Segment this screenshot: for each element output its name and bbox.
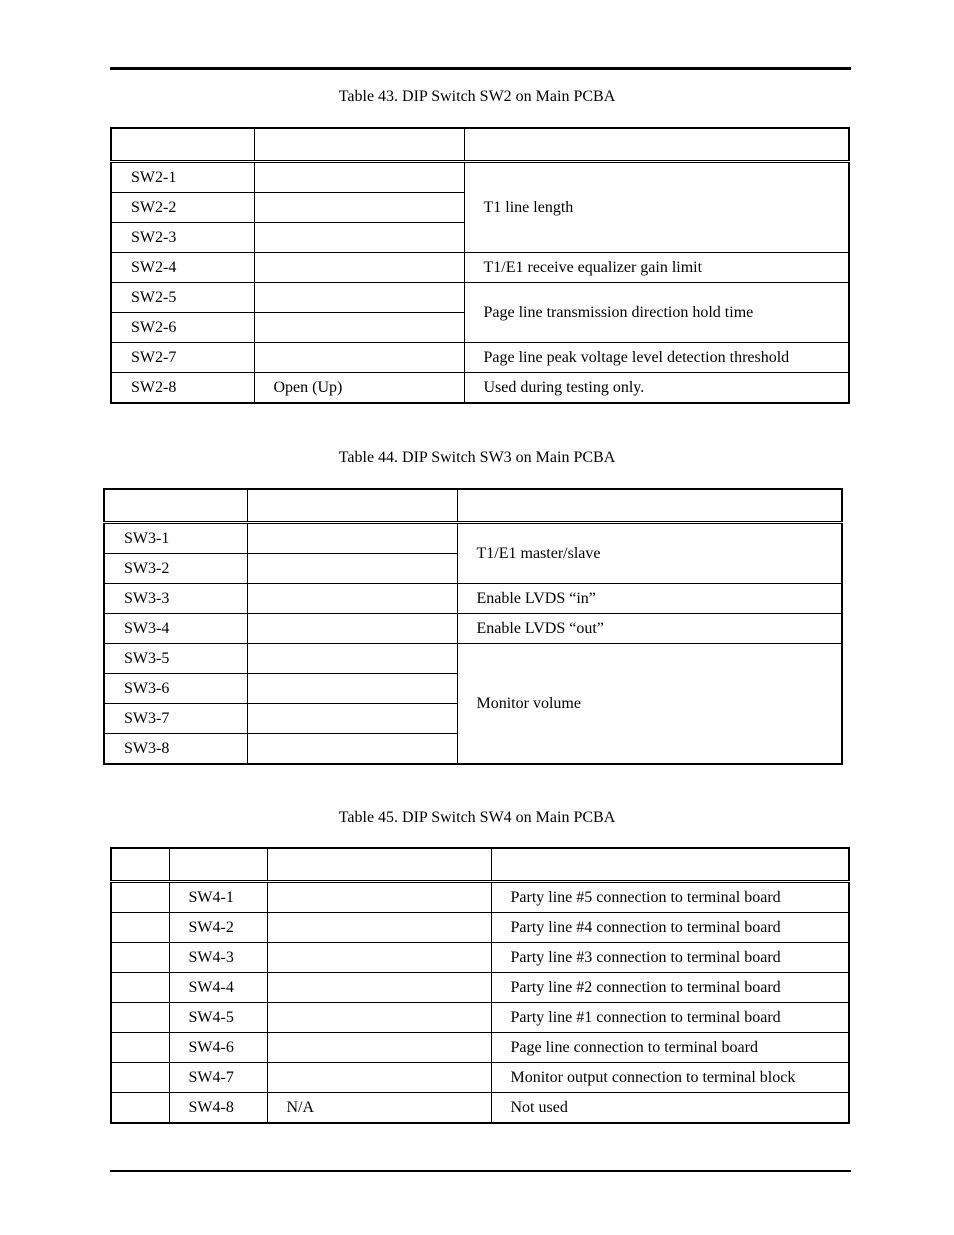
dip-switch-sw3-table bbox=[103, 488, 843, 765]
setting-cell bbox=[254, 162, 464, 193]
footer-rule bbox=[110, 1170, 851, 1172]
setting-cell bbox=[267, 1003, 491, 1033]
table-header-row bbox=[111, 848, 849, 882]
table-row bbox=[111, 913, 849, 943]
function-cell: Party line #3 connection to terminal board bbox=[491, 943, 849, 973]
table-row bbox=[111, 882, 849, 913]
setting-cell bbox=[267, 1063, 491, 1093]
function-cell: Not used bbox=[491, 1093, 849, 1124]
setting-cell: N/A bbox=[267, 1093, 491, 1124]
switch-cell: SW2-6 bbox=[111, 313, 254, 343]
switch-cell: SW3-6 bbox=[104, 674, 247, 704]
table-row bbox=[111, 253, 849, 283]
switch-cell: SW2-2 bbox=[111, 193, 254, 223]
table-row bbox=[111, 162, 849, 193]
setting-cell bbox=[267, 1033, 491, 1063]
function-cell: Page line peak voltage level detection threshold bbox=[464, 343, 849, 373]
setting-cell bbox=[267, 882, 491, 913]
function-cell: T1/E1 receive equalizer gain limit bbox=[464, 253, 849, 283]
table-row bbox=[111, 373, 849, 404]
switch-cell: SW3-4 bbox=[104, 614, 247, 644]
setting-cell bbox=[254, 193, 464, 223]
function-cell: Used during testing only. bbox=[464, 373, 849, 404]
setting-cell bbox=[247, 523, 457, 554]
function-cell: Page line transmission direction hold time bbox=[464, 283, 849, 343]
switch-cell: SW3-2 bbox=[104, 554, 247, 584]
setting-cell bbox=[247, 674, 457, 704]
switch-cell: SW3-1 bbox=[104, 523, 247, 554]
function-cell: T1/E1 master/slave bbox=[457, 523, 842, 584]
dip-switch-sw2-table bbox=[110, 127, 850, 404]
setting-cell bbox=[254, 343, 464, 373]
setting-cell bbox=[247, 614, 457, 644]
function-cell: Enable LVDS “out” bbox=[457, 614, 842, 644]
switch-cell: SW3-5 bbox=[104, 644, 247, 674]
table-row bbox=[104, 584, 842, 614]
table-row bbox=[111, 1093, 849, 1124]
function-cell: T1 line length bbox=[464, 162, 849, 253]
switch-cell: SW2-8 bbox=[111, 373, 254, 404]
switch-cell: SW2-3 bbox=[111, 223, 254, 253]
setting-cell bbox=[267, 943, 491, 973]
function-cell: Party line #5 connection to terminal board bbox=[491, 882, 849, 913]
switch-cell: SW4-5 bbox=[169, 1003, 267, 1033]
switch-cell: SW3-3 bbox=[104, 584, 247, 614]
table-row bbox=[111, 943, 849, 973]
table-43-caption: Table 43. DIP Switch SW2 on Main PCBA bbox=[338, 88, 616, 105]
table-45-caption: Table 45. DIP Switch SW4 on Main PCBA bbox=[338, 809, 616, 826]
setting-cell bbox=[247, 704, 457, 734]
switch-cell: SW4-3 bbox=[169, 943, 267, 973]
table-row bbox=[111, 1003, 849, 1033]
table-row bbox=[104, 644, 842, 674]
table-header-row bbox=[104, 489, 842, 523]
table-row bbox=[111, 283, 849, 313]
header-rule bbox=[110, 67, 851, 70]
setting-cell bbox=[267, 913, 491, 943]
table-row bbox=[104, 523, 842, 554]
table-row bbox=[111, 1033, 849, 1063]
setting-cell bbox=[247, 584, 457, 614]
switch-cell: SW4-6 bbox=[169, 1033, 267, 1063]
setting-cell bbox=[267, 973, 491, 1003]
function-cell: Monitor volume bbox=[457, 644, 842, 765]
setting-cell bbox=[247, 554, 457, 584]
switch-cell: SW3-8 bbox=[104, 734, 247, 765]
table-row bbox=[111, 343, 849, 373]
setting-cell bbox=[254, 253, 464, 283]
switch-cell: SW4-2 bbox=[169, 913, 267, 943]
table-44-caption: Table 44. DIP Switch SW3 on Main PCBA bbox=[338, 449, 616, 466]
switch-cell: SW4-4 bbox=[169, 973, 267, 1003]
setting-cell bbox=[247, 644, 457, 674]
switch-cell: SW2-1 bbox=[111, 162, 254, 193]
setting-cell: Open (Up) bbox=[254, 373, 464, 404]
table-row bbox=[104, 614, 842, 644]
function-cell: Enable LVDS “in” bbox=[457, 584, 842, 614]
switch-cell: SW2-7 bbox=[111, 343, 254, 373]
switch-cell: SW2-4 bbox=[111, 253, 254, 283]
switch-cell: SW2-5 bbox=[111, 283, 254, 313]
switch-cell: SW4-7 bbox=[169, 1063, 267, 1093]
function-cell: Party line #2 connection to terminal board bbox=[491, 973, 849, 1003]
table-row bbox=[111, 1063, 849, 1093]
switch-cell: SW3-7 bbox=[104, 704, 247, 734]
setting-cell bbox=[254, 283, 464, 313]
function-cell: Party line #4 connection to terminal board bbox=[491, 913, 849, 943]
dip-switch-sw4-table bbox=[110, 847, 850, 1124]
function-cell: Page line connection to terminal board bbox=[491, 1033, 849, 1063]
setting-cell bbox=[247, 734, 457, 765]
setting-cell bbox=[254, 313, 464, 343]
function-cell: Party line #1 connection to terminal board bbox=[491, 1003, 849, 1033]
table-row bbox=[111, 973, 849, 1003]
function-cell: Monitor output connection to terminal block bbox=[491, 1063, 849, 1093]
table-header-row bbox=[111, 128, 849, 162]
switch-cell: SW4-8 bbox=[169, 1093, 267, 1124]
switch-cell: SW4-1 bbox=[169, 882, 267, 913]
setting-cell bbox=[254, 223, 464, 253]
